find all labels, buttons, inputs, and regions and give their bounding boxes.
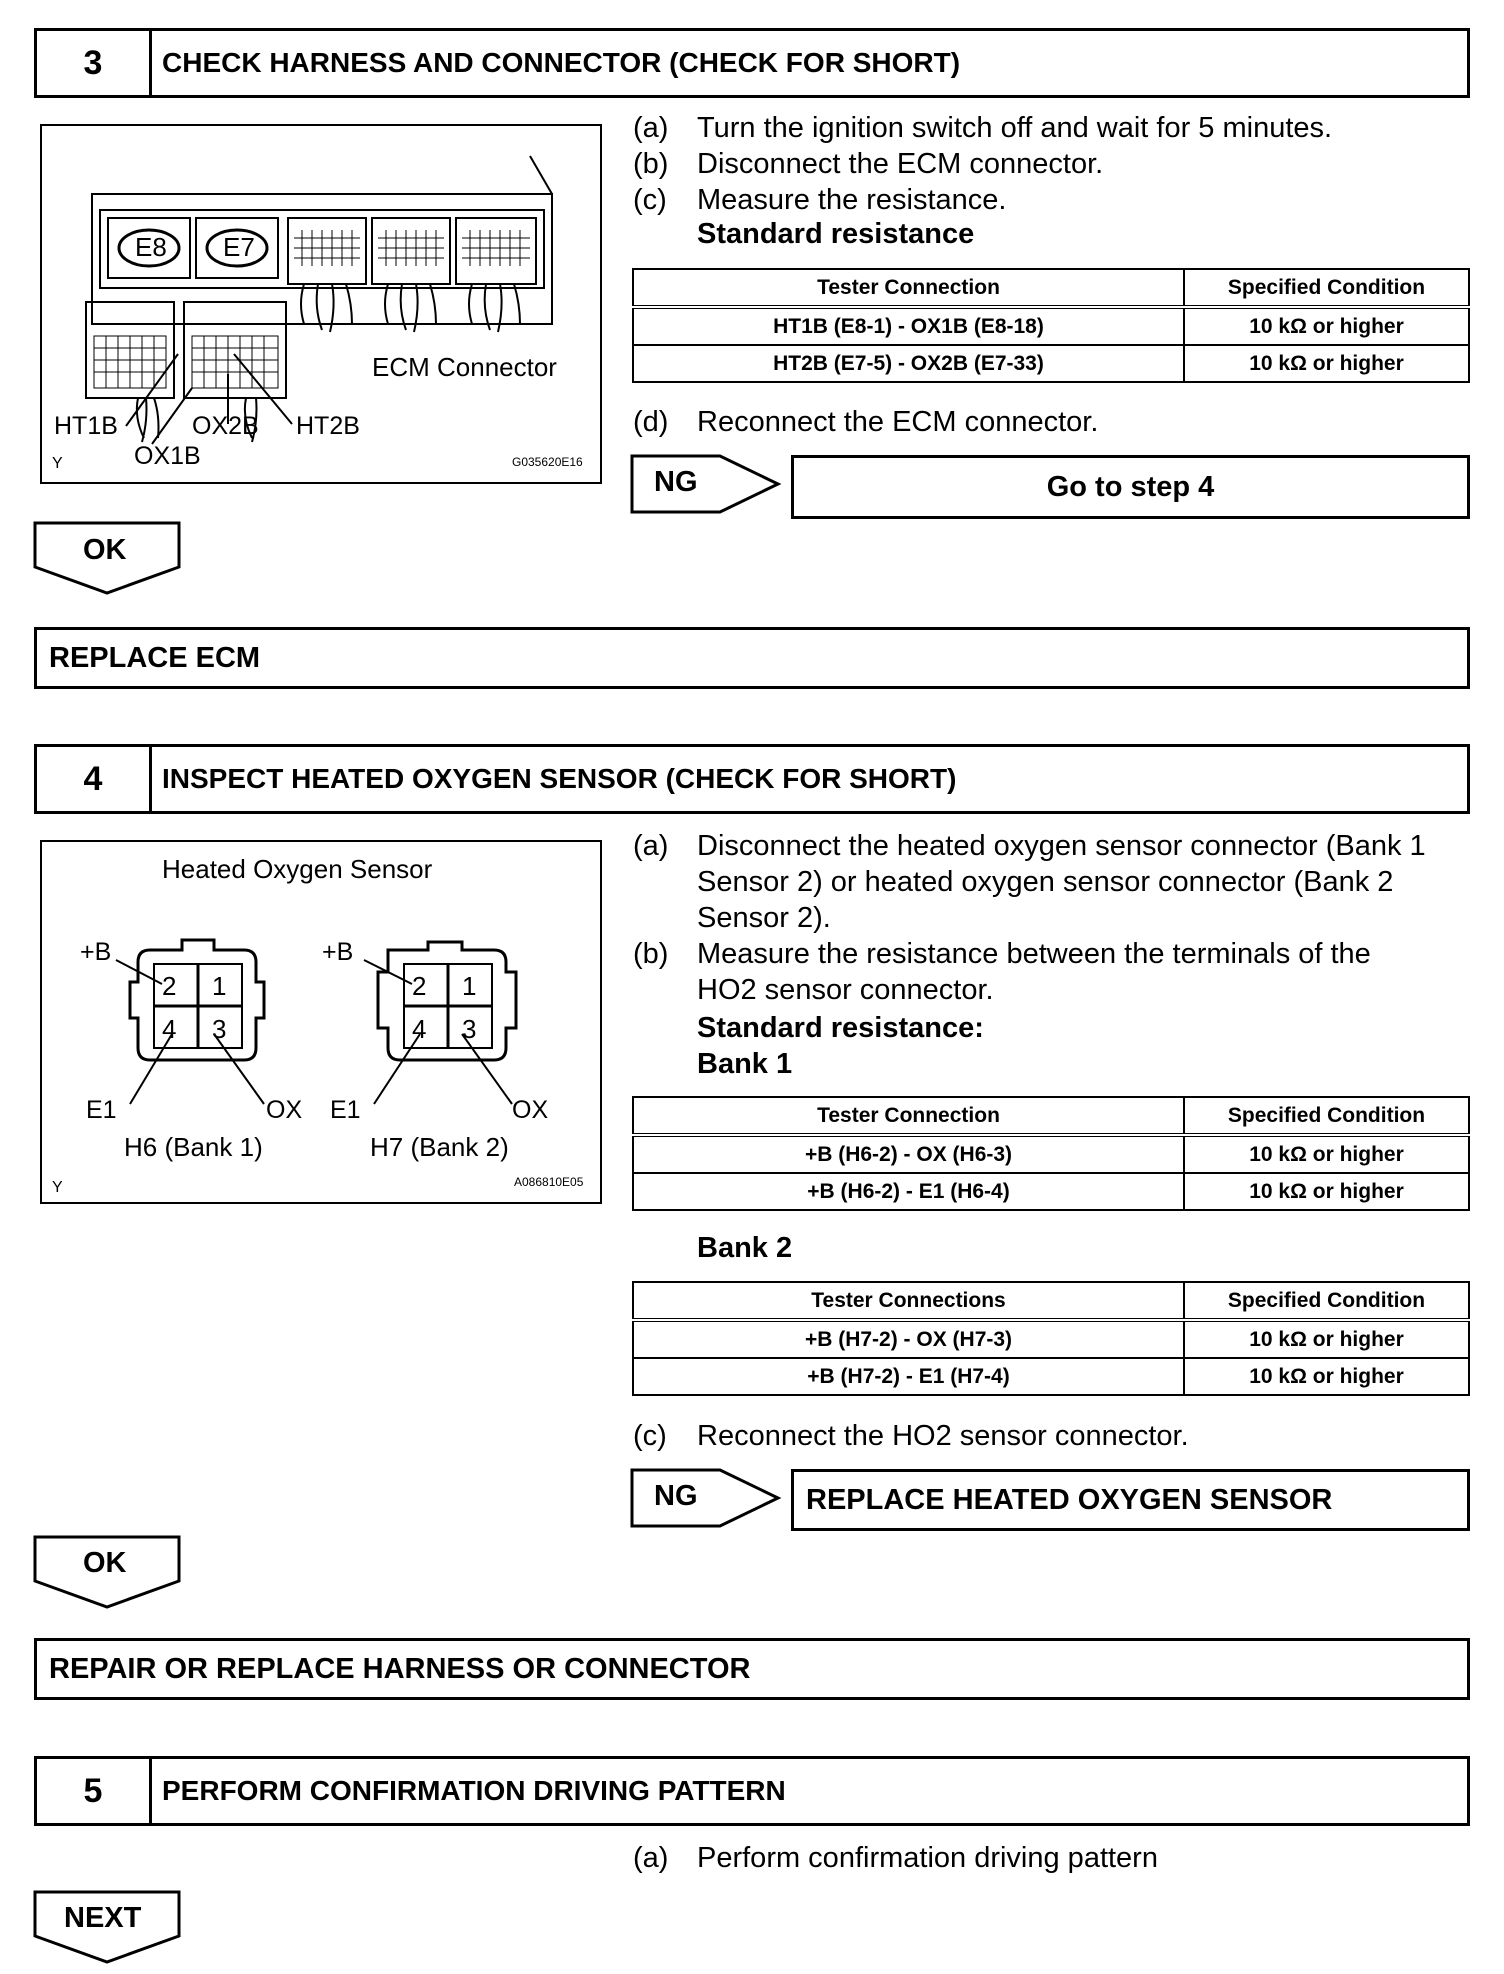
ecm-connector-figure [40,124,602,484]
table-cell: +B (H6-2) - E1 (H6-4) [633,1173,1184,1210]
h6-plus-b-label: +B [80,938,112,966]
h6-ox-label: OX [266,1096,303,1124]
table-cell: 10 kΩ or higher [1184,1173,1469,1210]
label-ox1b: OX1B [134,442,201,470]
column-header: Specified Condition [1184,1282,1469,1320]
replace-ecm-box: REPLACE ECM [34,627,1470,689]
table-row [633,1320,1469,1358]
table-row [633,1173,1469,1210]
h7-caption: H7 (Bank 2) [370,1132,509,1162]
figure-code: A086810E05 [514,1175,584,1189]
ng-label: NG [654,466,698,498]
ok-label: OK [83,534,127,566]
heated-oxygen-sensor-figure [40,840,602,1204]
table-cell: +B (H7-2) - E1 (H7-4) [633,1358,1184,1395]
repair-harness-box: REPAIR OR REPLACE HARNESS OR CONNECTOR [34,1638,1470,1700]
step-4-header [34,744,1470,814]
ng-arrow-icon [630,1468,782,1528]
step3-resistance-table [632,268,1470,383]
next-label: NEXT [64,1902,142,1934]
step3-instruction-b [633,146,1473,182]
ng-action-box [791,455,1470,519]
bank1-resistance-table [632,1096,1470,1211]
step-title: CHECK HARNESS AND CONNECTOR (CHECK FOR SHORT) [162,47,961,78]
step-3-header [34,28,1470,98]
step4-instruction-c [633,1418,1473,1454]
instruction-label: (b) [633,148,669,180]
ng-action-text: REPLACE HEATED OXYGEN SENSOR [806,1483,1333,1516]
instruction-line: Measure the resistance between the terminals of the [697,938,1371,970]
connector-e8-label: E8 [135,232,167,262]
ng-action-box [791,1469,1470,1531]
instruction-text: Turn the ignition switch off and wait for 5 minutes. [697,112,1333,144]
instruction-label: (c) [633,1420,667,1452]
instruction-line: Sensor 2). [697,902,831,934]
h6-pin-3: 3 [212,1014,227,1044]
instruction-label: (d) [633,406,669,438]
h7-pin-4: 4 [412,1014,427,1044]
figure-corner-mark: Y [52,455,63,472]
h7-pin-1: 1 [462,971,477,1001]
table-cell: HT1B (E8-1) - OX1B (E8-18) [633,307,1184,345]
h7-plus-b-label: +B [322,938,354,966]
instruction-line: Sensor 2) or heated oxygen sensor connector (Bank 2 [697,866,1394,898]
bank-2-label: Bank 2 [697,1232,793,1264]
instruction-label: (a) [633,1842,669,1874]
table-cell: +B (H6-2) - OX (H6-3) [633,1135,1184,1173]
table-cell: 10 kΩ or higher [1184,1135,1469,1173]
column-header: Tester Connection [633,1097,1184,1135]
table-cell: 10 kΩ or higher [1184,1358,1469,1395]
table-cell: 10 kΩ or higher [1184,345,1469,382]
column-header: Tester Connection [633,269,1184,307]
h7-e1-label: E1 [330,1096,361,1124]
h6-e1-label: E1 [86,1096,117,1124]
column-header: Specified Condition [1184,1097,1469,1135]
ng-label: NG [654,1480,698,1512]
sensor-connector-illustration [42,842,600,1202]
step-number: 4 [37,747,152,811]
sensor-figure-title: Heated Oxygen Sensor [162,854,433,884]
standard-resistance-label: Standard resistance [697,218,975,250]
h7-pin-3: 3 [462,1014,477,1044]
bank-1-label: Bank 1 [697,1048,793,1080]
label-ht1b: HT1B [54,412,118,440]
table-row [633,307,1469,345]
step-5-header [34,1756,1470,1826]
ng-action-text: Go to step 4 [1046,470,1215,503]
ecm-connector-illustration [42,126,600,482]
h6-caption: H6 (Bank 1) [124,1132,263,1162]
table-cell: 10 kΩ or higher [1184,1320,1469,1358]
column-header: Tester Connections [633,1282,1184,1320]
table-cell: HT2B (E7-5) - OX2B (E7-33) [633,345,1184,382]
table-row [633,1358,1469,1395]
step-number: 3 [37,31,152,95]
table-row [633,345,1469,382]
step5-instruction-a [633,1840,1473,1876]
h7-ox-label: OX [512,1096,549,1124]
label-ox2b: OX2B [192,412,259,440]
ok-label: OK [83,1547,127,1579]
h6-pin-1: 1 [212,971,227,1001]
instruction-line: HO2 sensor connector. [697,974,994,1006]
step3-instruction-a [633,110,1473,146]
step3-instruction-d [633,404,1473,440]
label-ht2b: HT2B [296,412,360,440]
h6-pin-4: 4 [162,1014,177,1044]
step4-instruction-b [633,936,1473,1008]
ecm-connector-caption: ECM Connector [372,352,557,382]
bank2-resistance-table [632,1281,1470,1396]
step-title: PERFORM CONFIRMATION DRIVING PATTERN [162,1775,786,1806]
instruction-text: Perform confirmation driving pattern [697,1842,1158,1874]
figure-code: G035620E16 [512,455,583,469]
table-cell: 10 kΩ or higher [1184,307,1469,345]
step3-instruction-c [633,182,1473,218]
instruction-text: Reconnect the ECM connector. [697,406,1099,438]
h6-pin-2: 2 [162,971,177,1001]
column-header: Specified Condition [1184,269,1469,307]
table-header-row [633,1097,1469,1135]
instruction-text: Disconnect the ECM connector. [697,148,1104,180]
h7-pin-2: 2 [412,971,427,1001]
instruction-label: (b) [633,938,669,970]
step-number: 5 [37,1759,152,1823]
step4-instruction-a [633,828,1473,936]
instruction-label: (a) [633,112,669,144]
connector-e7-label: E7 [223,232,255,262]
instruction-label: (a) [633,830,669,862]
table-cell: +B (H7-2) - OX (H7-3) [633,1320,1184,1358]
instruction-line: Disconnect the heated oxygen sensor connector (Bank 1 [697,830,1426,862]
standard-resistance-label: Standard resistance: [697,1012,984,1044]
table-header-row [633,1282,1469,1320]
figure-corner-mark: Y [52,1179,63,1196]
instruction-text: Reconnect the HO2 sensor connector. [697,1420,1189,1452]
instruction-label: (c) [633,184,667,216]
ng-arrow-icon [630,454,782,514]
step-title: INSPECT HEATED OXYGEN SENSOR (CHECK FOR SHORT) [162,763,957,794]
table-row [633,1135,1469,1173]
instruction-text: Measure the resistance. [697,184,1007,216]
table-header-row [633,269,1469,307]
